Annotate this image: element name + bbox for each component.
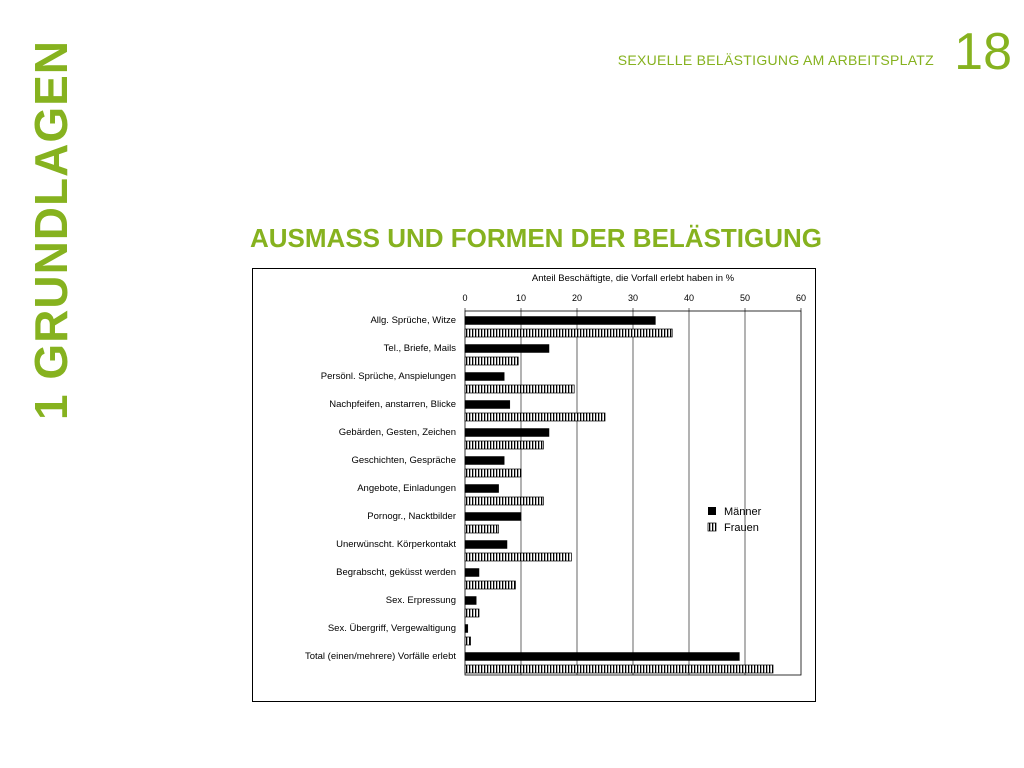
bar-frauen (465, 497, 543, 505)
bar-frauen (465, 357, 518, 365)
x-tick-label: 40 (683, 293, 695, 303)
bar-frauen (465, 553, 571, 561)
bar-maenner (465, 373, 504, 381)
legend-label-frauen: Frauen (724, 522, 759, 534)
category-label: Tel., Briefe, Mails (383, 343, 456, 354)
bar-frauen (465, 469, 521, 477)
category-label: Sex. Übergriff, Vergewaltigung (327, 623, 456, 634)
category-label: Persönl. Sprüche, Anspielungen (320, 371, 456, 382)
category-label: Total (einen/mehrere) Vorfälle erlebt (304, 651, 456, 662)
category-label: Allg. Sprüche, Witze (370, 315, 456, 326)
bar-frauen (465, 609, 479, 617)
bar-maenner (465, 541, 507, 549)
bar-maenner (465, 457, 504, 465)
chart-frame (252, 268, 816, 702)
x-tick-label: 50 (739, 293, 751, 303)
bar-frauen (465, 413, 605, 421)
bar-frauen (465, 441, 543, 449)
bar-maenner (465, 653, 739, 661)
bar-frauen (465, 581, 515, 589)
legend-label-maenner: Männer (724, 506, 762, 518)
legend-swatch-maenner (708, 507, 716, 515)
bar-frauen (465, 525, 499, 533)
header-subtitle: SEXUELLE BELÄSTIGUNG AM ARBEITSPLATZ (617, 52, 934, 68)
bar-maenner (465, 597, 476, 605)
category-label: Begrabscht, geküsst werden (336, 567, 456, 578)
category-label: Gebärden, Gesten, Zeichen (338, 427, 456, 438)
category-label: Geschichten, Gespräche (351, 455, 456, 466)
x-tick-label: 60 (795, 293, 807, 303)
x-tick-label: 10 (515, 293, 527, 303)
category-label: Sex. Erpressung (385, 595, 456, 606)
bar-maenner (465, 569, 479, 577)
page-number: 18 (954, 23, 1012, 81)
bar-chart (253, 269, 815, 701)
bar-maenner (465, 317, 655, 325)
legend-swatch-frauen (708, 523, 716, 531)
bar-maenner (465, 485, 499, 493)
category-label: Unerwünscht. Körperkontakt (336, 539, 456, 550)
chart-title: Anteil Beschäftigte, die Vorfall erlebt haben in % (531, 273, 735, 284)
bar-maenner (465, 625, 468, 633)
section-title-vertical: 1 GRUNDLAGEN (25, 39, 77, 420)
x-tick-label: 20 (571, 293, 583, 303)
category-label: Nachpfeifen, anstarren, Blicke (329, 399, 456, 410)
bar-maenner (465, 513, 521, 521)
bar-frauen (465, 637, 471, 645)
bar-frauen (465, 329, 672, 337)
x-tick-label: 0 (462, 293, 468, 303)
bar-maenner (465, 429, 549, 437)
bar-maenner (465, 345, 549, 353)
category-label: Pornogr., Nacktbilder (367, 511, 456, 522)
bar-frauen (465, 665, 773, 673)
x-tick-label: 30 (627, 293, 639, 303)
bar-frauen (465, 385, 574, 393)
category-label: Angebote, Einladungen (357, 483, 456, 494)
bar-maenner (465, 401, 510, 409)
page-title: AUSMASS UND FORMEN DER BELÄSTIGUNG (250, 223, 823, 253)
